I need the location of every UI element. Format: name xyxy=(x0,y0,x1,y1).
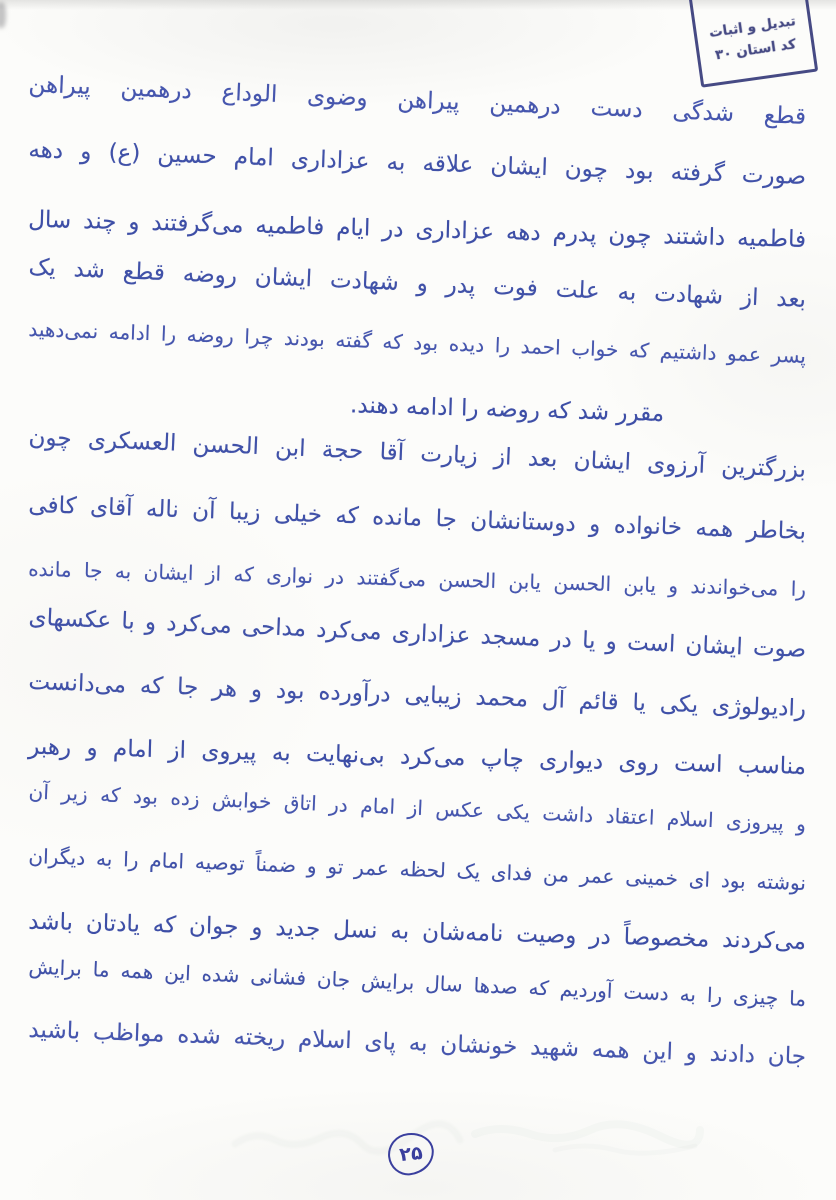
handwritten-line-6: مقرر شد که روضه را ادامه دهند. xyxy=(349,392,665,427)
handwritten-line-10: صوت ایشان است و یا در مسجد عزاداری می‌کرد مداحی می‌کرد و با عکسهای xyxy=(28,604,807,663)
handwritten-line-3: فاطمیه داشتند چون پدرم دهه عزاداری در ایام فاطمیه می‌گرفتند و چند سال xyxy=(27,206,807,253)
handwritten-line-15: می‌کردند مخصوصاً در وصیت نامه‌شان به نسل جدید و جوان که یادتان باشد xyxy=(27,908,807,955)
handwritten-line-17: جان دادند و این همه شهید خونشان به پای اسلام ریخته شده مواظب باشید xyxy=(28,1016,807,1070)
handwritten-line-11: رادیولوژی یکی یا قائم آل محمد زیبایی درآورده بود و هر جا که می‌دانست xyxy=(28,668,807,722)
handwritten-line-12: مناسب است روی دیواری چاپ می‌کرد بی‌نهایت به پیروی از امام و رهبر xyxy=(27,733,807,780)
archive-stamp xyxy=(688,0,818,88)
handwritten-line-16: ما چیزی را به دست آوردیم که صدها سال برایش جان فشانی شده این همه ما برایش xyxy=(28,954,807,1011)
handwritten-line-8: بخاطر همه خانواده و دوستانشان جا مانده که خیلی زیبا آن ناله آقای کافی xyxy=(28,491,807,545)
stamp-text-line2: کد استان ۳۰ xyxy=(714,36,798,64)
handwritten-line-9: را می‌خواندند و یابن الحسن یابن الحسن می‌گفتند در نواری که از ایشان به جا مانده xyxy=(27,556,807,601)
handwritten-line-5: پسر عمو داشتیم که خواب احمد را دیده بود که گفته بودند چرا روضه را ادامه نمی‌دهید xyxy=(28,316,807,368)
scan-corner-smudge xyxy=(0,2,6,28)
circled-page-number: ۲۵ xyxy=(386,1131,436,1178)
handwritten-line-2: صورت گرفته بود چون ایشان علاقه به عزاداری امام حسین (ع) و دهه xyxy=(28,136,807,190)
handwritten-line-4: بعد از شهادت به علت فوت پدر و شهادت ایشان روضه قطع شد یک xyxy=(28,254,807,313)
stamp-text-line1: تبدیل و اثبات xyxy=(708,12,797,41)
handwritten-line-7: بزرگترین آرزوی ایشان بعد از زیارت آقا حجة ابن الحسن العسکری چون xyxy=(28,424,807,483)
ink-bleed-through xyxy=(225,1112,705,1167)
handwritten-line-1: قطع شدگی دست درهمین پیراهن وضوی الوداع درهمین پیراهن xyxy=(28,71,807,130)
handwritten-line-14: نوشته بود ای خمینی عمر من فدای یک لحظه عمر تو و ضمناً توصیه امام را به دیگران xyxy=(28,843,807,895)
handwritten-line-13: و پیروزی اسلام اعتقاد داشت یکی عکس از امام در اتاق خوابش زده بود که زیر آن xyxy=(28,779,807,836)
